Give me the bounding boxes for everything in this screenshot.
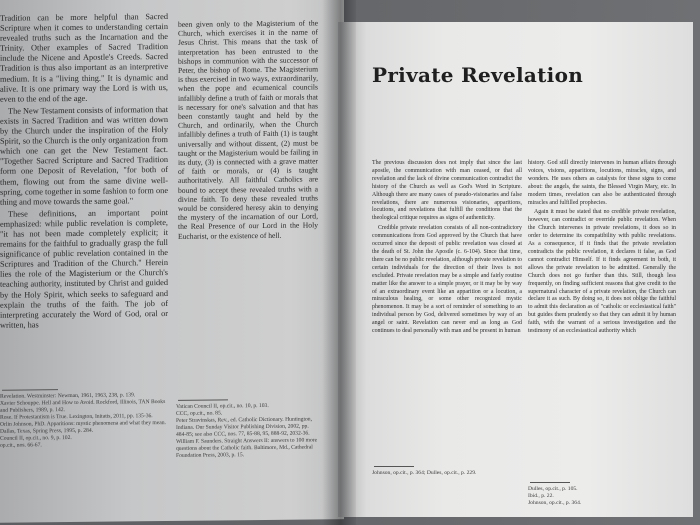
footnote: Dulles, op.cit., p. 105. bbox=[528, 486, 578, 492]
chapter-title: Private Revelation bbox=[372, 63, 584, 87]
footnote: Johnson, op.cit., p. 364. bbox=[528, 500, 582, 506]
paragraph: The New Testament consists of information that exists in Sacred Tradition and was written down by the Church under the inspiration of the Holy Spirit, so the Church is the only organization from which one can get the New Testament fact. "Together Sacred Scripture and Sacred Tradition form one Deposit of Revelation, "for both of them, flowing out from the same divine well-spring, come together in some fashion to form one thing and move towards the same goal." bbox=[0, 104, 168, 207]
footnote: Xavier Schouppe. Hell and How to Avoid. Rockford, Illinois, TAN Books and Publishers, 1989, p. 142. bbox=[0, 399, 166, 414]
right-page-column-2 bbox=[528, 160, 676, 338]
paragraph: Credible private revelation consists of all non-contradictory communications from God approved by the Church that have occurred since the deposit of public revelation was closed at the death of St. John the Apostle (c. 6-104). Since that time, there can be no public revelation, although private revelation to certain individuals for the direction of their lives is not excluded. Private revelation may be a simple and fairly routine matter like the answer to a simple prayer, or it may be by way of an extraordinary event like an apparition or a locution, a miraculous healing, or some other recognized mystic phenomenon. It may be a sort of reminder of something to an individual person by God, delivered sometimes by way of an angel or saint. Revelation can never end as long as God continues to deal personally with man and be present in human bbox=[372, 225, 522, 335]
footnote-rule bbox=[178, 399, 228, 401]
right-page-footnotes-1 bbox=[372, 470, 522, 477]
footnote: Peter Stravinskas, Rev., ed. Catholic Dictionary. Huntington, Indiana. Our Sunday Visitor Publishing Division, 2002, pp. 484-85; see also CCC, nos. 77, 85-88, 95, 888-92, 2032-36. bbox=[176, 416, 312, 438]
paragraph: Tradition can be more helpful than Sacred Scripture when it comes to understanding certain revealed truths such as the Incarnation and the Trinity. Other examples of Sacred Tradition include the Nicene and Apostle's Creeds. Sacred Tradition is thus also important as an interpretive medium. It is a "living thing." It is dynamic and alive. It is one primary way the Lord is with us, even to the end of the age. bbox=[0, 12, 168, 104]
footnote-rule bbox=[374, 466, 414, 467]
left-page-footnotes-1 bbox=[0, 392, 166, 450]
footnote: Revelation. Westminster: Newman, 1961, 1963, 238, p. 139. bbox=[0, 392, 136, 400]
right-page bbox=[338, 22, 693, 517]
footnote: Johnson, op.cit., p. 364; Dulles, op.cit., p. 229. bbox=[372, 470, 477, 476]
paragraph: The previous discussion does not imply that since the last apostle, the communication with man ceased, or that all revelation and the lack of divine communication contradict the history of the Church as well as God's Word in Scripture. Although there are many cases of pseudo-visionaries and false revelations, there are numerous visionaries, apparitions, locutions, and revelations that fulfill the conditions that the theological critique requires as signs of authenticity. bbox=[372, 160, 522, 222]
paragraph: been given only to the Magisterium of the Church, which exercises it in the name of Jesus Christ. This means that the task of interpretation has been entrusted to the bishops in communion with the successor of Peter, the bishop of Rome. The Magisterium is thus exercised in two ways, extraordinarily, when the pope and ecumenical councils infallibly define a truth of faith or morals that is necessary for one's salvation and that has been constantly taught and held by the Church, and ordinarily, when the Church infallibly defines a truth of Faith (1) is taught universally and without dissent, (2) must be taught or the Magisterium would be failing in its duty, (3) is connected with a grave matter of faith or morals, or (4) is taught authoritatively. All faithful Catholics are bound to accept these revealed truths with a divine faith. To deny these revealed truths would be considered heresy akin to denying the mystery of the incarnation of our Lord, the Real Presence of our Lord in the Holy Eucharist, or the existence of hell. bbox=[178, 18, 318, 241]
left-page-footnotes-2 bbox=[176, 402, 320, 460]
footnote: Council II, op.cit., no. 9, p. 102. bbox=[0, 435, 72, 442]
footnote: Ibid., p. 22. bbox=[528, 493, 554, 499]
footnote: William F. Saunders. Straight Answers II: answers to 100 more questions about the Catholic faith. Baltimore, Md., Cathedral Foundation Press, 2003, p. 15. bbox=[176, 437, 318, 459]
paragraph: Again it must be stated that no credible private revelation, however, can contradict or override public revelation. When the Church intervenes in private revelations, it does so in order to determine its compatibility with public revelations. As a consequence, if it finds that the private revelation contradicts the public revelation, it declares it false, as God cannot contradict Himself. If it finds agreement in both, it allows the private revelation to be admitted. Generally the Church does not go further than this. Still, though less frequently, on finding sufficient reasons that give credit to the supernatural character of a private revelation, the Church can declare it as such. By doing so, it does not oblige the faithful to admit this declaration as of "catholic or ecclesiastical faith" but guides them prudently so that they can admit it by human faith, with the warrant of a serious investigation and the testimony of an ecclesiastical authority which bbox=[528, 209, 676, 335]
right-page-footnotes-2 bbox=[528, 486, 676, 507]
left-page-column-2 bbox=[178, 18, 318, 242]
paragraph: These definitions, an important point emphasized: while public revelation is complete, "it has not been made completely explicit; it remains for the faithful to gradually grasp the full significance of public revelation contained in the Scriptures and Tradition of the Church." Herein lies the role of the Magisterium or the Church's teaching authority, instituted by Christ and guided by the Holy Spirit, which seeks to safeguard and explain the truths of the faith. The job of interpreting accurately the Word of God, oral or written, has bbox=[0, 207, 168, 330]
footnote: Rose. If Protestantism is True. Lexington, Initatis, 2011, pp. 135-36. bbox=[0, 413, 153, 421]
footnote: Orlin Johnson, PhD. Apparitions: mystic phenomena and what they mean. Dallas, Texas, Spring Press, 1995, p. 284. bbox=[0, 420, 166, 435]
right-page-column-1 bbox=[372, 160, 522, 338]
footnote: Vatican Council II, op.cit., no. 10, p. 103. bbox=[176, 402, 269, 410]
paragraph: history. God still directly intervenes in human affairs through voices, visions, apparitions, locutions, miracles, signs, and wonders. He uses others as catalysts for these signs to come about: the angels, the saints, the Blessed Virgin Mary, etc. In modern times, revelation can also be authenticated through miracles and fulfilled prophecies. bbox=[528, 160, 676, 206]
left-page-column-1 bbox=[0, 12, 168, 333]
footnote: CCC, op.cit., no. 85. bbox=[176, 410, 223, 417]
footnote: op.cit., nos. 66-67. bbox=[0, 442, 42, 449]
left-page bbox=[0, 0, 344, 523]
footnote-rule bbox=[2, 389, 58, 391]
footnote-rule bbox=[530, 482, 570, 483]
